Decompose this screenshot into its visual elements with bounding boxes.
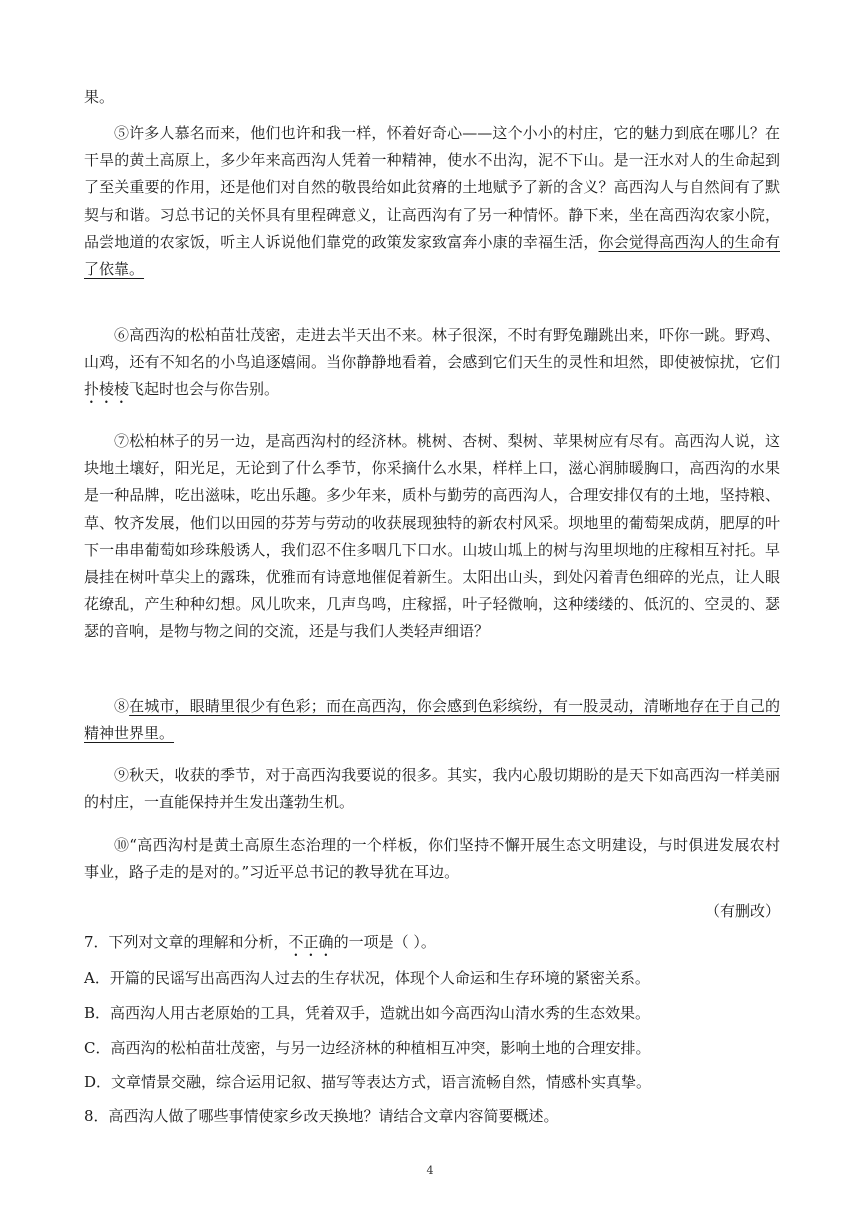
paragraph-4-tail: 果。 <box>84 88 115 106</box>
paragraph-9: ⑨秋天，收获的季节，对于高西沟我要说的很多。其实，我内心殷切期盼的是天下如高西沟一样美丽的村庄，一直能保持并生发出蓬勃生机。 <box>84 766 780 812</box>
paragraph-5 <box>84 120 780 283</box>
paragraph-5-text: ⑤许多人慕名而来，他们也许和我一样，怀着好奇心——这个小小的村庄，它的魅力到底在哪儿？在干旱的黄土高原上，多少年来高西沟人凭着一种精神，使水不出沟，泥不下山。是一汪水对人的生命起到了至关重要的作用，还是他们对自然的敬畏给如此贫瘠的土地赋予了新的含义？高西沟人与自然间有了默契与和谐。习总书记的关怀具有里程碑意义，让高西沟有了另一种情怀。静下来，坐在高西沟农家小院，品尝地道的农家饭，听主人诉说他们靠党的政策发家致富奔小康的幸福生活， <box>84 124 780 251</box>
paragraph-6-text-b: 飞起时也会与你告别。 <box>129 380 280 399</box>
option-c: C．高西沟的松柏苗壮茂密，与另一边经济林的种植相互冲突，影响土地的合理安排。 <box>84 1039 651 1057</box>
paragraph-5-underlined: 你会觉得高西沟人的生命有了依靠。 <box>84 232 780 279</box>
paragraph-6 <box>84 322 780 407</box>
question-7-prefix: 7．下列对文章的理解和分析， <box>84 933 289 951</box>
option-d: D．文章情景交融，综合运用记叙、描写等表达方式，语言流畅自然，情感朴实真挚。 <box>84 1073 652 1091</box>
option-a: A．开篇的民谣写出高西沟人过去的生存状况，体现个人命运和生存环境的紧密关系。 <box>84 969 650 987</box>
paragraph-6-dotted-word: 扑棱棱 <box>84 380 130 399</box>
paragraph-10: ⑩“高西沟村是黄土高原生态治理的一个样板，你们坚持不懈开展生态文明建设，与时俱进发展农村事业，路子走的是对的。”习近平总书记的教导犹在耳边。 <box>84 836 780 882</box>
question-7-suffix: 的一项是（ ）。 <box>333 933 436 951</box>
paragraph-8-underlined: 在城市，眼睛里很少有色彩；而在高西沟，你会感到色彩缤纷，有一股灵动，清晰地存在于自己的精神世界里。 <box>84 697 780 743</box>
paragraph-6-text-a: ⑥高西沟的松柏苗壮茂密，走进去半天出不来。林子很深，不时有野兔蹦跳出来，吓你一跳。野鸡、山鸡，还有不知名的小鸟追逐嬉闹。当你静静地看着，会感到它们天生的灵性和坦然，即使被惊扰，它们 <box>84 326 780 372</box>
paragraph-7: ⑦松柏林子的另一边，是高西沟村的经济林。桃树、杏树、梨树、苹果树应有尽有。高西沟人说，这块地土壤好，阳光足，无论到了什么季节，你采摘什么水果，样样上口，滋心润肺暖胸口，高西沟的水果是一种品牌，吃出滋味，吃出乐趣。多少年来，质朴与勤劳的高西沟人，合理安排仅有的土地，坚持粮、草、牧齐发展，他们以田园的芬芳与劳动的收获展现独特的新农村风采。坝地里的葡萄架成荫，肥厚的叶下一串串葡萄如珍珠般诱人，我们忍不住多咽几下口水。山坡山坬上的树与沟里坝地的庄稼相互衬托。早晨挂在树叶草尖上的露珠，优雅而有诗意地催促着新生。太阳出山头，到处闪着青色细碎的光点，让人眼花缭乱，产生种种幻想。风儿吹来，几声鸟鸣，庄稼摇，叶子轻微响，这种缕缕的、低沉的、空灵的、瑟瑟的音响，是物与物之间的交流，还是与我们人类轻声细语？ <box>84 432 780 641</box>
option-b: B．高西沟人用古老原始的工具，凭着双手，造就出如今高西沟山清水秀的生态效果。 <box>84 1004 651 1022</box>
question-7 <box>84 932 784 960</box>
paragraph-8 <box>84 693 780 747</box>
source-note: （有删改） <box>704 902 780 920</box>
question-8: 8．高西沟人做了哪些事情使家乡改天换地？请结合文章内容简要概述。 <box>84 1107 559 1125</box>
paragraph-8-number: ⑧ <box>114 697 130 715</box>
page-number: 4 <box>426 1164 434 1177</box>
question-7-dotted-word: 不正确 <box>288 933 334 951</box>
